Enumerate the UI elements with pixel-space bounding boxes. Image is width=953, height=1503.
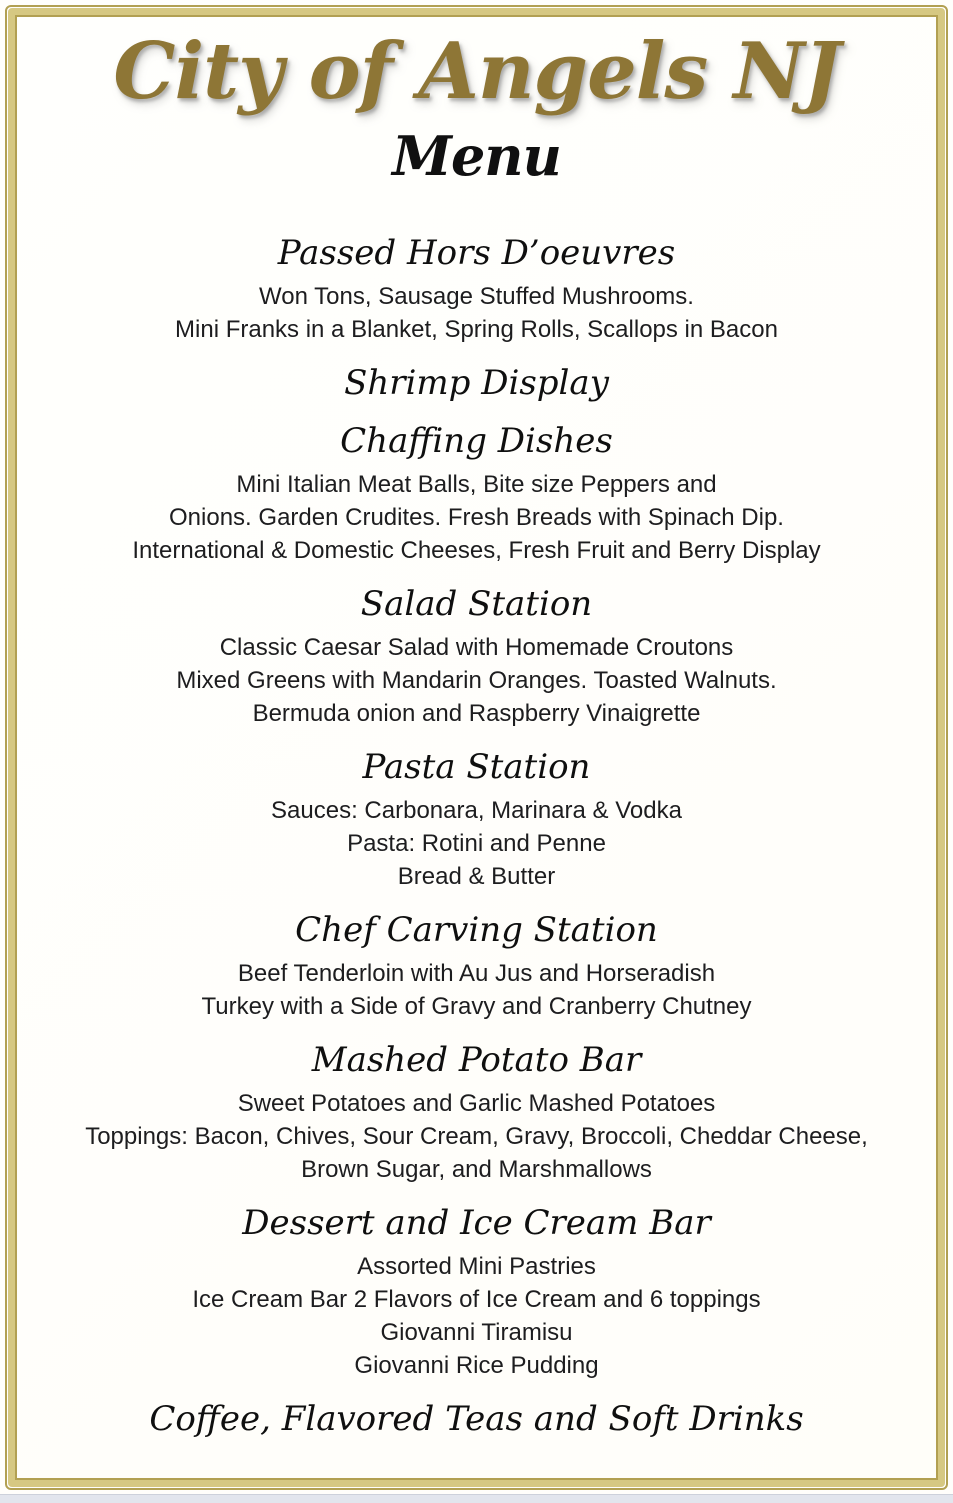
brand-logo: City of Angels NJ bbox=[113, 26, 840, 117]
section-chaffing-dishes bbox=[15, 420, 938, 567]
menu-item-line: Sauces: Carbonara, Marinara & Vodka bbox=[271, 797, 682, 824]
page-title: Menu bbox=[392, 124, 561, 188]
section-shrimp-display bbox=[15, 362, 938, 404]
menu-item-line: Pasta: Rotini and Penne bbox=[347, 830, 606, 857]
section-chef-carving-station bbox=[15, 909, 938, 1023]
section-heading: Pasta Station bbox=[362, 747, 591, 787]
menu-item-line: Giovanni Tiramisu bbox=[380, 1319, 573, 1346]
menu-item-line: Mini Italian Meat Balls, Bite size Peppers and bbox=[236, 471, 717, 498]
menu-content bbox=[15, 15, 938, 1480]
menu-item-line: Mixed Greens with Mandarin Oranges. Toasted Walnuts. bbox=[176, 667, 777, 694]
section-beverages bbox=[15, 1398, 938, 1440]
menu-item-line: Sweet Potatoes and Garlic Mashed Potatoes bbox=[237, 1090, 716, 1117]
bottom-strip bbox=[0, 1494, 953, 1503]
menu-item-line: Ice Cream Bar 2 Flavors of Ice Cream and 6 toppings bbox=[192, 1286, 761, 1313]
section-heading: Passed Hors D’oeuvres bbox=[277, 233, 676, 273]
menu-item-line: Onions. Garden Crudites. Fresh Breads with Spinach Dip. bbox=[169, 504, 784, 531]
menu-item-line: Toppings: Bacon, Chives, Sour Cream, Gravy, Broccoli, Cheddar Cheese, bbox=[85, 1123, 868, 1150]
section-dessert-ice-cream-bar bbox=[15, 1202, 938, 1382]
menu-item-line: Mini Franks in a Blanket, Spring Rolls, Scallops in Bacon bbox=[175, 316, 778, 343]
menu-item-line: Assorted Mini Pastries bbox=[357, 1253, 596, 1280]
section-heading: Coffee, Flavored Teas and Soft Drinks bbox=[149, 1399, 804, 1439]
menu-item-line: Turkey with a Side of Gravy and Cranberry Chutney bbox=[201, 993, 752, 1020]
menu-item-line: Bermuda onion and Raspberry Vinaigrette bbox=[252, 700, 701, 727]
section-mashed-potato-bar bbox=[15, 1039, 938, 1186]
section-heading: Chef Carving Station bbox=[295, 910, 658, 950]
gold-frame-inner bbox=[8, 8, 945, 1487]
menu-item-line: Bread & Butter bbox=[397, 863, 556, 890]
menu-item-line: Giovanni Rice Pudding bbox=[354, 1352, 599, 1379]
section-heading: Salad Station bbox=[360, 584, 593, 624]
menu-item-line: Won Tons, Sausage Stuffed Mushrooms. bbox=[259, 283, 694, 310]
section-heading: Mashed Potato Bar bbox=[311, 1040, 642, 1080]
menu-item-line: Brown Sugar, and Marshmallows bbox=[301, 1156, 652, 1183]
section-pasta-station bbox=[15, 746, 938, 893]
section-heading: Dessert and Ice Cream Bar bbox=[242, 1203, 711, 1243]
section-passed-hors-doeuvres bbox=[15, 232, 938, 346]
gold-frame-outer bbox=[5, 5, 948, 1490]
section-heading: Chaffing Dishes bbox=[340, 421, 613, 461]
section-salad-station bbox=[15, 583, 938, 730]
menu-item-line: International & Domestic Cheeses, Fresh Fruit and Berry Display bbox=[132, 537, 821, 564]
menu-item-line: Classic Caesar Salad with Homemade Croutons bbox=[219, 634, 734, 661]
menu-item-line: Beef Tenderloin with Au Jus and Horseradish bbox=[237, 960, 716, 987]
section-heading: Shrimp Display bbox=[344, 363, 609, 403]
